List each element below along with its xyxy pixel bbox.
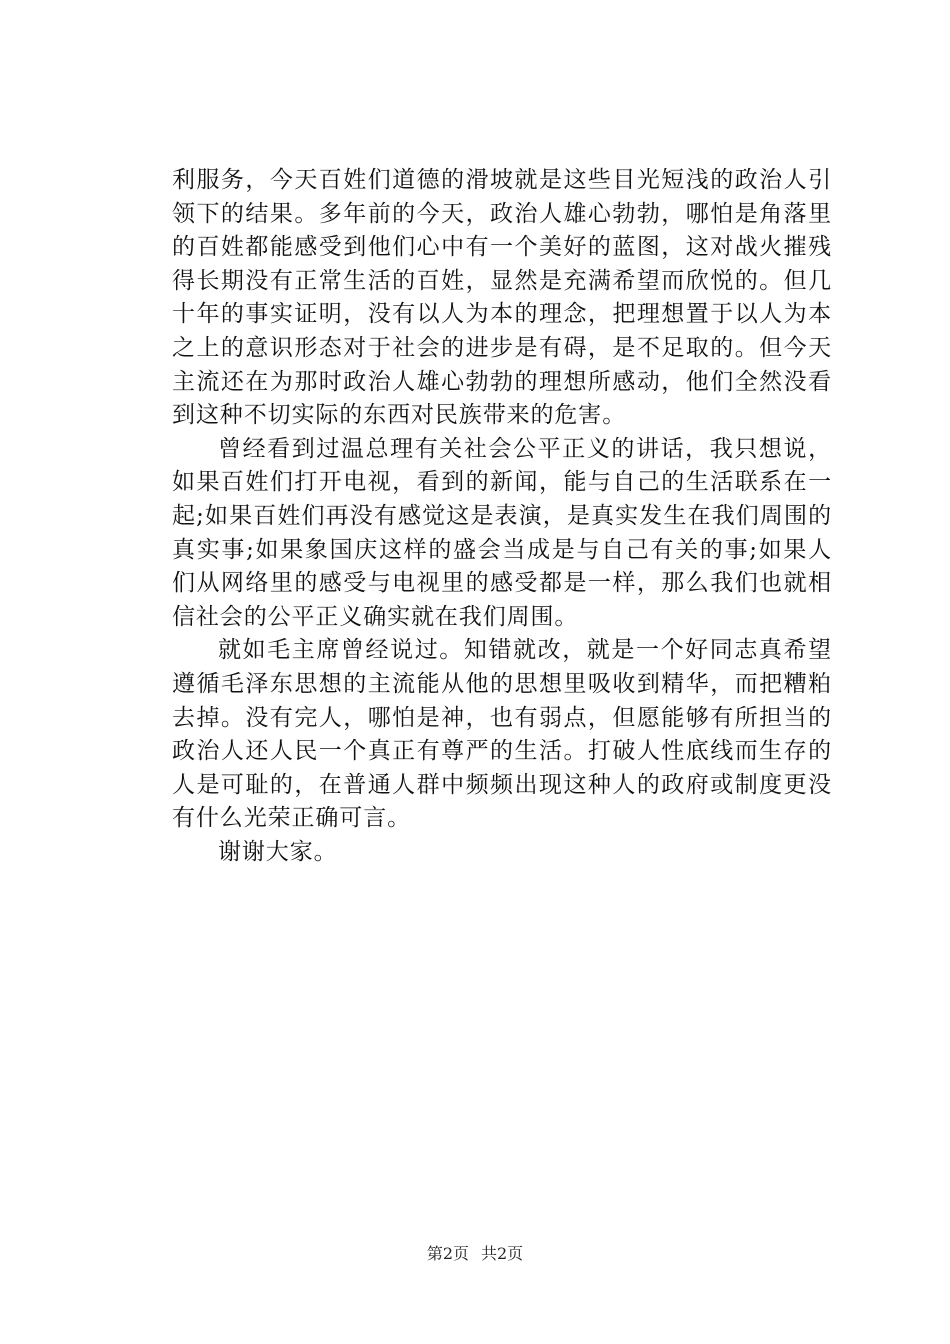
paragraph-3: 就如毛主席曾经说过。知错就改，就是一个好同志真希望遵循毛泽东思想的主流能从他的思想里吸收到精华，而把糟粕去掉。没有完人，哪怕是神，也有弱点，但愿能够有所担当的政治人还人民一个真正有尊严的生活。打破人性底线而生存的人是可耻的，在普通人群中频频出现这种人的政府或制度更没有什么光荣正确可言。	[172, 637, 832, 832]
page-footer	[0, 1244, 950, 1264]
page-total: 共2页	[481, 1244, 524, 1263]
paragraph-2: 曾经看到过温总理有关社会公平正义的讲话，我只想说，如果百姓们打开电视，看到的新闻，能与自己的生活联系在一起;如果百姓们再没有感觉这是表演，是真实发生在我们周围的真实事;如果象国庆这样的盛会当成是与自己有关的事;如果人们从网络里的感受与电视里的感受都是一样，那么我们也就相信社会的公平正义确实就在我们周围。	[172, 435, 832, 630]
document-body	[172, 164, 832, 869]
paragraph-closing: 谢谢大家。	[218, 838, 338, 865]
page-number: 第2页	[426, 1244, 469, 1263]
paragraph-1: 利服务，今天百姓们道德的滑坡就是这些目光短浅的政治人引领下的结果。多年前的今天，政治人雄心勃勃，哪怕是角落里的百姓都能感受到他们心中有一个美好的蓝图，这对战火摧残得长期没有正常生活的百姓，显然是充满希望而欣悦的。但几十年的事实证明，没有以人为本的理念，把理想置于以人为本之上的意识形态对于社会的进步是有碍，是不足取的。但今天主流还在为那时政治人雄心勃勃的理想所感动，他们全然没看到这种不切实际的东西对民族带来的危害。	[172, 167, 832, 429]
